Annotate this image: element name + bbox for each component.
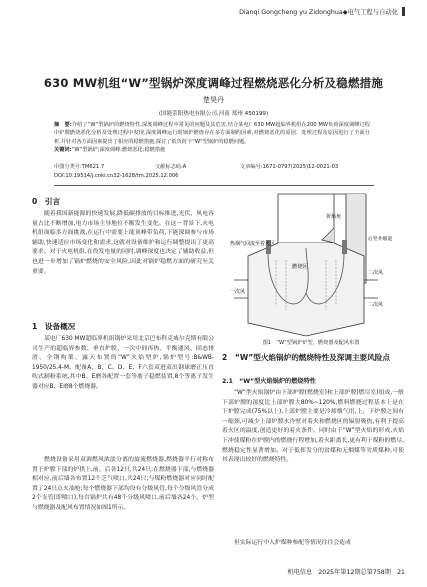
keywords-text: “W”型锅炉;深度调峰;燃烧恶化;稳燃措施 — [71, 147, 166, 154]
fig-label-1: 燃烧区 — [292, 264, 308, 270]
page-footer: 机电信息 2025年第12期总第758期 21 — [287, 569, 405, 576]
rear-burner — [342, 240, 347, 254]
subsection-2-1-heading: 2.1 “W”型火焰锅炉的燃烧特性 — [222, 378, 316, 385]
fig-label-2: 折焰角 — [326, 214, 342, 220]
journal-header — [239, 7, 405, 16]
figure-caption: 图1 “W”型锅炉炉型、燃烧器及配风布置 — [262, 340, 360, 346]
boiler-figure — [226, 188, 398, 338]
author: 楚昊丹 — [203, 96, 224, 104]
section-2-heading: 2 “W”型火焰锅炉的燃烧特性及深调主要风险点 — [222, 353, 390, 362]
journal-header-text: Dianqi Gongcheng yu Zidonghua◆电气工程与自动化 — [239, 9, 398, 16]
keywords-label: 关键词: — [54, 147, 72, 154]
section-1-para-1: 某电厂630 MW超临界机组锅炉采用北京巴布科克威尔克斯有限公司生产的超临界参数、垂直炉膛、一次中间再热、平衡通风、固态排渣、全钢构架、露天布置的“W”火焰型炉,锅炉型号:B&WB-1950/25.4-M。配备A、B、C、D、E、F六套双进双出钢球磨正压直吹式制粉系统,其中B、E磨各配置一套等离子稳燃装置,8个等离子发生器对应B、E磨8个燃烧器。 — [32, 336, 214, 390]
section-1-heading: 1 设备概况 — [32, 322, 76, 331]
section-0-text: 随着我国新能源的快速发展,降低碳排放的目标推进,光伏、风电容量占比不断增加,电力市场主导地位不断发生变化。在这一背景下,火电机组面临多方面挑战,在运行中需要上能顶峰带负荷,下能深调参与市场辅助,快速适应市场变化和需求,这就对设备维护和运行调整提出了更高要求。对于火电机组,在役发电量的同时,调峰深度也决定了辅助收益,但也进一步增加了锅炉燃烧的安全风险,因此对锅炉稳燃方面的研究至关重要。 — [32, 211, 214, 275]
fig-label-3: 后竖井烟道 — [368, 237, 392, 242]
abstract-label: 摘 要: — [54, 122, 72, 128]
doi: DOI:10.19514/j.cnki.cn32-1628/tm.2025.12.006 — [54, 173, 179, 179]
clc-code: 中图分类号:TM621.7 — [54, 164, 105, 170]
abstract-text: 介绍了“W”型锅炉的燃烧特性,深度调峰过程中常见的问题及其危害,结合某电厂630 MW超临界机组在200 MW负荷深度调峰过程中炉膛燃烧恶化分析及处理过程中发现,深度调峰运行时锅炉燃烧存在多方面制约因素,对燃烧恶化的原因、处理过程及原因进行了全面分析,并针对各方面因素提出了相应的稳燃措施,探讨了低负荷下“W”型锅炉的稳燃问题。 — [54, 122, 370, 145]
header-bar — [402, 7, 405, 16]
abstract — [54, 121, 370, 155]
lower-furnace — [248, 243, 364, 336]
document-code: 文献标志码:A — [155, 164, 187, 170]
section-1-para-2: 燃烧设备采用双调燃风浓淡分离的旋流燃烧器,燃烧器平行对称布置于炉膛下部的炉拱上,前、后各12只,共24只;在燃烧器下部,与燃烧器相对应,前后墙各布置12个乏气喷口,共24只;与煤粉燃烧器对应同时配置了24只点火油枪;每个燃烧器下部均设有分级风管,每个分级风管分成2个支管(即喷口),每台锅炉共有48个分级风喷口,前后墙各24个。炉型与燃烧器及配风布置情况如图1所示。 — [32, 457, 214, 511]
section-2-para-2: 但实际运行中入炉煤种参配等情况往往会造成 — [234, 540, 351, 546]
fig-label-6: 二次风 — [368, 302, 384, 308]
section-2-para-1: “W”型火焰锅炉由下部炉膛(燃烧室)和上部炉膛(燃尽室)组成,一般下部炉膛的深度比上部炉膛大80%~120%,燃料燃烧过程基本上是在下炉膛完成(75%以上),上部炉膛主要是冷却烟气用,上、下炉膛之间有一缩颈,可减少上部炉膛水冷壁对着火和燃烧区的辐射吸热,有利于提高着火区的温度,创造更好的着火条件。同时由于“W”型火焰的形成,火焰下冲使煤粉在炉膛内的燃烧行程增加,着火距离长,更有利于煤粉的燃尽,燃烧稳定性显著增加。对于低挥发分的贫煤和无烟煤等劣质煤种,可使其表现出较好的燃烧特性。 — [222, 390, 404, 464]
paper-title: 630 MW机组“W”型锅炉深度调峰过程燃烧恶化分析及稳燃措施 — [43, 76, 384, 90]
fig-label-5: 一次风 — [230, 289, 246, 295]
fig-label-0: 热烟气回流至着火区 — [230, 241, 276, 247]
affiliation: (国能荥阳热电有限公司,河南 郑州 450199) — [158, 111, 269, 117]
section-0-heading: 0 引言 — [32, 197, 61, 206]
divider — [54, 185, 374, 186]
article-number: 文章编号:1671-0797(2025)12-0021-03 — [240, 164, 339, 170]
fig-label-4: 二次风 — [368, 270, 384, 276]
